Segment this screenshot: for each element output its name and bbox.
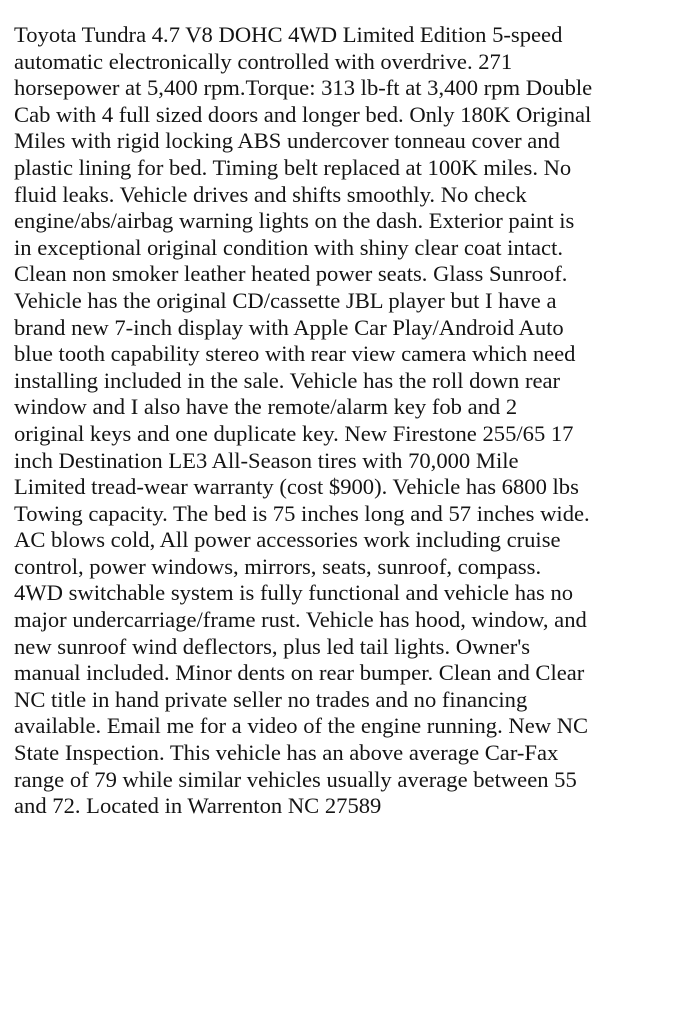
description-line: inch Destination LE3 All-Season tires with 70,000 Mile xyxy=(14,447,519,473)
description-line: blue tooth capability stereo with rear view camera which need xyxy=(14,341,576,367)
description-line: new sunroof wind deflectors, plus led tail lights. Owner's xyxy=(14,633,531,659)
description-line: Vehicle has the original CD/cassette JBL player but I have a xyxy=(14,287,557,313)
description-line: Toyota Tundra 4.7 V8 DOHC 4WD Limited Edition 5-speed xyxy=(14,22,563,47)
description-line: available. Email me for a video of the engine running. New NC xyxy=(14,713,589,739)
description-line: window and I also have the remote/alarm key fob and 2 xyxy=(14,394,518,420)
description-line: manual included. Minor dents on rear bumper. Clean and Clear xyxy=(14,660,585,686)
description-line: in exceptional original condition with shiny clear coat intact. xyxy=(14,234,563,260)
description-line: horsepower at 5,400 rpm.Torque: 313 lb-ft at 3,400 rpm Double xyxy=(14,75,593,101)
description-line: control, power windows, mirrors, seats, sunroof, compass. xyxy=(14,553,542,579)
description-line: State Inspection. This vehicle has an above average Car-Fax xyxy=(14,740,559,766)
description-line: automatic electronically controlled with overdrive. 271 xyxy=(14,48,513,74)
description-line: Miles with rigid locking ABS undercover tonneau cover and xyxy=(14,128,560,154)
description-line: Limited tread-wear warranty (cost $900). Vehicle has 6800 lbs xyxy=(14,474,579,500)
description-line: fluid leaks. Vehicle drives and shifts smoothly. No check xyxy=(14,181,527,207)
description-line: installing included in the sale. Vehicle has the roll down rear xyxy=(14,367,561,393)
description-line: Towing capacity. The bed is 75 inches long and 57 inches wide. xyxy=(14,500,590,526)
description-line: Clean non smoker leather heated power seats. Glass Sunroof. xyxy=(14,261,568,287)
description-line: AC blows cold, All power accessories work including cruise xyxy=(14,527,561,553)
description-line: and 72. Located in Warrenton NC 27589 xyxy=(14,793,382,819)
description-line: brand new 7-inch display with Apple Car Play/Android Auto xyxy=(14,314,564,340)
description-line: NC title in hand private seller no trades and no financing xyxy=(14,686,528,712)
description-line: range of 79 while similar vehicles usually average between 55 xyxy=(14,766,577,792)
description-line: original keys and one duplicate key. New Firestone 255/65 17 xyxy=(14,420,574,446)
description-line: engine/abs/airbag warning lights on the dash. Exterior paint is xyxy=(14,208,575,234)
description-line: plastic lining for bed. Timing belt replaced at 100K miles. No xyxy=(14,154,572,180)
description-line: major undercarriage/frame rust. Vehicle has hood, window, and xyxy=(14,607,587,633)
description-line: 4WD switchable system is fully functional and vehicle has no xyxy=(14,580,574,606)
description-line: Cab with 4 full sized doors and longer bed. Only 180K Original xyxy=(14,101,592,127)
